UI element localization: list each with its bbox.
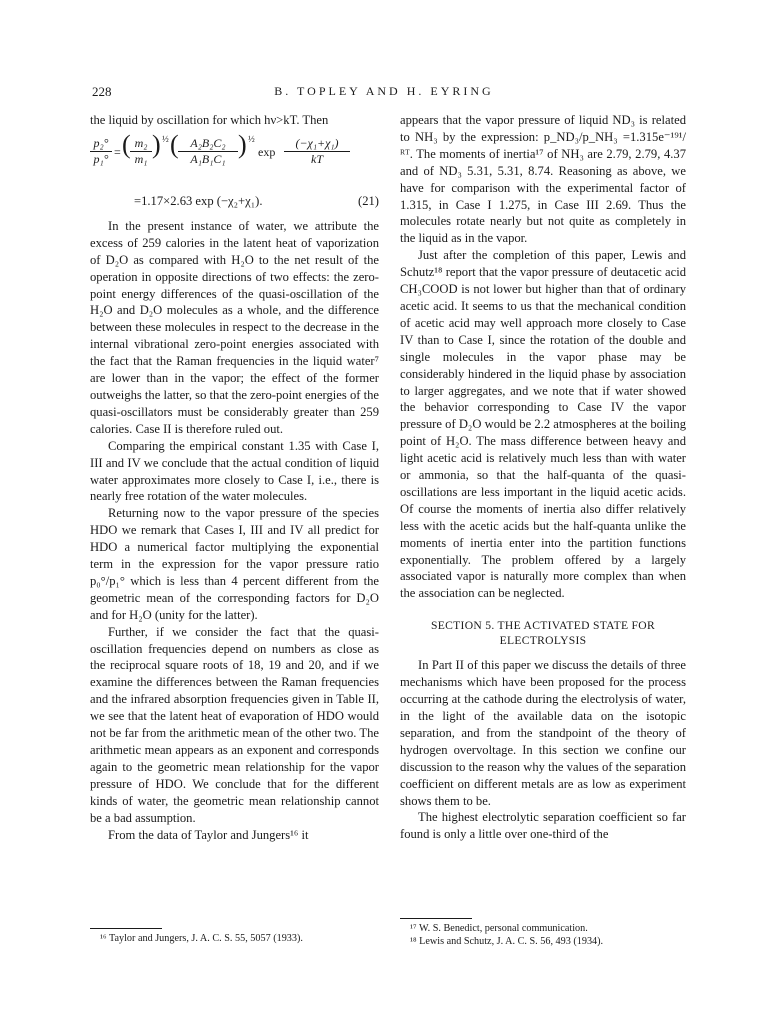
exp-numerator: (−χ₁+χ₁) (295, 135, 339, 150)
mass-numerator: m₂ (134, 135, 148, 150)
left-column (90, 112, 379, 843)
inertia-power: ½ (248, 133, 255, 144)
section-heading (400, 618, 686, 648)
paragraph: Comparing the empirical constant 1.35 with Case I, III and IV we conclude that the actual condition of liquid water approximates more closely to Case I, i.e., there is nearly free rotation of the water molecules. (90, 438, 379, 504)
lead-line: the liquid by oscillation for which hν>kT. Then (90, 113, 329, 127)
paragraph: Returning now to the vapor pressure of the species HDO we remark that Cases I, III and IV all predict for HDO a numerical factor multiplying the exponential term in the expression for the vapor pressure ratio p₀°/p₁° which is less than 4 percent different from the geometric mean of the corresponding factors for D₂O and for H₂O (unity for the latter). (90, 506, 379, 622)
paragraph: From the data of Taylor and Jungers¹⁶ it (108, 827, 309, 842)
paragraph: appears that the vapor pressure of liquid ND₃ is related to NH₃ by the expression: p_ND₃/p_NH₃ =1.315e⁻¹⁹¹/ᴿᵀ. The moments of inertia¹⁷ of NH₃ are 2.79, 2.79, 4.37 and of ND₃ 5.31, 5.31, 8.74. Reasoning as above, we have for comparison with the experimental factor of 1.315, in Case I 1.275, in Case III 2.69. Thus the molecules rotate nearly but not quite as completely in the liquid as in the vapor. (400, 113, 686, 246)
paragraph: In the present instance of water, we attribute the excess of 259 calories in the latent heat of vaporization of D₂O as compared with H₂O to the net result of the operation in opposite directions of two effects: the zero-point energy differences of the quasi-oscillation of the H₂O and D₂O molecules as a whole, and the difference between these molecules in respect to the decrease in the internal vibrational zero-point energies associated with the fact that the Raman frequencies in the liquid water⁷ are lower than in the vapor; the effect of the former outweighs the latter, so that the zero-point energies of the quasi-oscillators must be considerably greater than 259 calories. Case II is therefore ruled out. (90, 218, 379, 436)
right-column (400, 112, 686, 843)
paragraph: The highest electrolytic separation coefficient so far found is only a little over one-third of the (400, 810, 686, 842)
footnote: ¹⁷ W. S. Benedict, personal communication. (410, 923, 588, 934)
footnote: ¹⁸ Lewis and Schutz, J. A. C. S. 56, 493 (1934). (410, 936, 604, 948)
equation-result: =1.17×2.63 exp (−χ₂+χ₁). (134, 193, 263, 208)
equation-number: (21) (358, 193, 379, 208)
exp-denominator: kT (311, 151, 323, 166)
lhs-numerator: p₂° (93, 135, 109, 150)
exp-fraction (284, 137, 350, 166)
footnote-rule (90, 928, 162, 929)
paragraph: In Part II of this paper we discuss the details of three mechanisms which have been proposed for the process occurring at the cathode during the electrolysis of water, in the light of the available data on the isotopic separation, and from the standpoint of the theory of hydrogen overvoltage. In this section we confine our discussion to the reason why the values of the separation coefficient on different metals are as low as experiment shows them to be. (400, 658, 686, 808)
mass-denominator: m₁ (134, 151, 148, 166)
equation-21: p₂° p₁° = ( m₂ m₁ ) ½ ( A₂B₂C₂ A₁B₁C₁ ) ½ exp (−χ₁+χ₁) kT =1.17×2.63 exp (−χ₂+χ₁). (21) (90, 129, 379, 215)
right-footnotes (400, 918, 686, 949)
lhs-denominator: p₁° (93, 151, 109, 166)
mass-ratio (130, 137, 152, 166)
page-number: 228 (92, 84, 112, 99)
footnote-rule (400, 918, 472, 919)
exp-label: exp (258, 144, 276, 159)
inertia-denominator: A₁B₁C₁ (190, 151, 226, 166)
inertia-numerator: A₂B₂C₂ (190, 135, 226, 150)
paragraph: Further, if we consider the fact that the quasi-oscillation frequencies depend on numbers as close as the reciprocal square roots of 18, 19 and 20, and if we examine the differences between the Raman frequencies and the infrared absorption frequencies given in Table II, we see that the latent heat of evaporation of HDO would not be far from the arithmetic mean of the other two. The arithmetic mean appears as an exponent and corresponds again to the geometric mean relationship for the vapor pressure of HDO. We conclude that for the different kinds of water, the geometric mean relationship cannot be a bad assumption. (90, 624, 379, 825)
running-head: B. TOPLEY AND H. EYRING (274, 84, 494, 98)
mass-power: ½ (162, 133, 169, 144)
inertia-ratio (178, 137, 238, 166)
section-heading-line2: ELECTROLYSIS (499, 634, 587, 648)
section-heading-line1: SECTION 5. THE ACTIVATED STATE FOR (431, 619, 655, 633)
lhs-fraction (90, 137, 112, 166)
footnote: ¹⁶ Taylor and Jungers, J. A. C. S. 55, 5057 (1933). (100, 933, 303, 944)
paragraph: Just after the completion of this paper, Lewis and Schutz¹⁸ report that the vapor pressure of deutacetic acid CH₃COOD is not lower but higher than that of ordinary acetic acid. It seems to us that the mechanical condition of acetic acid may well approach more closely to Case IV than to Case I, since the rotation of the double and single molecules in the vapor phase may be considerably hindered in the liquid phase by association to larger aggregates, and we note that if water showed the behavior corresponding to Case IV the vapor pressure of D₂O would be 2.2 atmospheres at the boiling point of H₂O. The mass difference between heavy and light acetic acid is relatively much less than with water or ammonia, so that the half-quanta of the quasi-oscillations are less important in the liquid acetic acids. Of course the moments of inertia also differ relatively less with the acetic acids but the half-quanta unlike the moments of inertia enter into the partition functions exponentially. The problem offered by a largely associated vapor is naturally more complex than when the association can be neglected. (400, 248, 686, 601)
left-footnotes (90, 928, 379, 945)
